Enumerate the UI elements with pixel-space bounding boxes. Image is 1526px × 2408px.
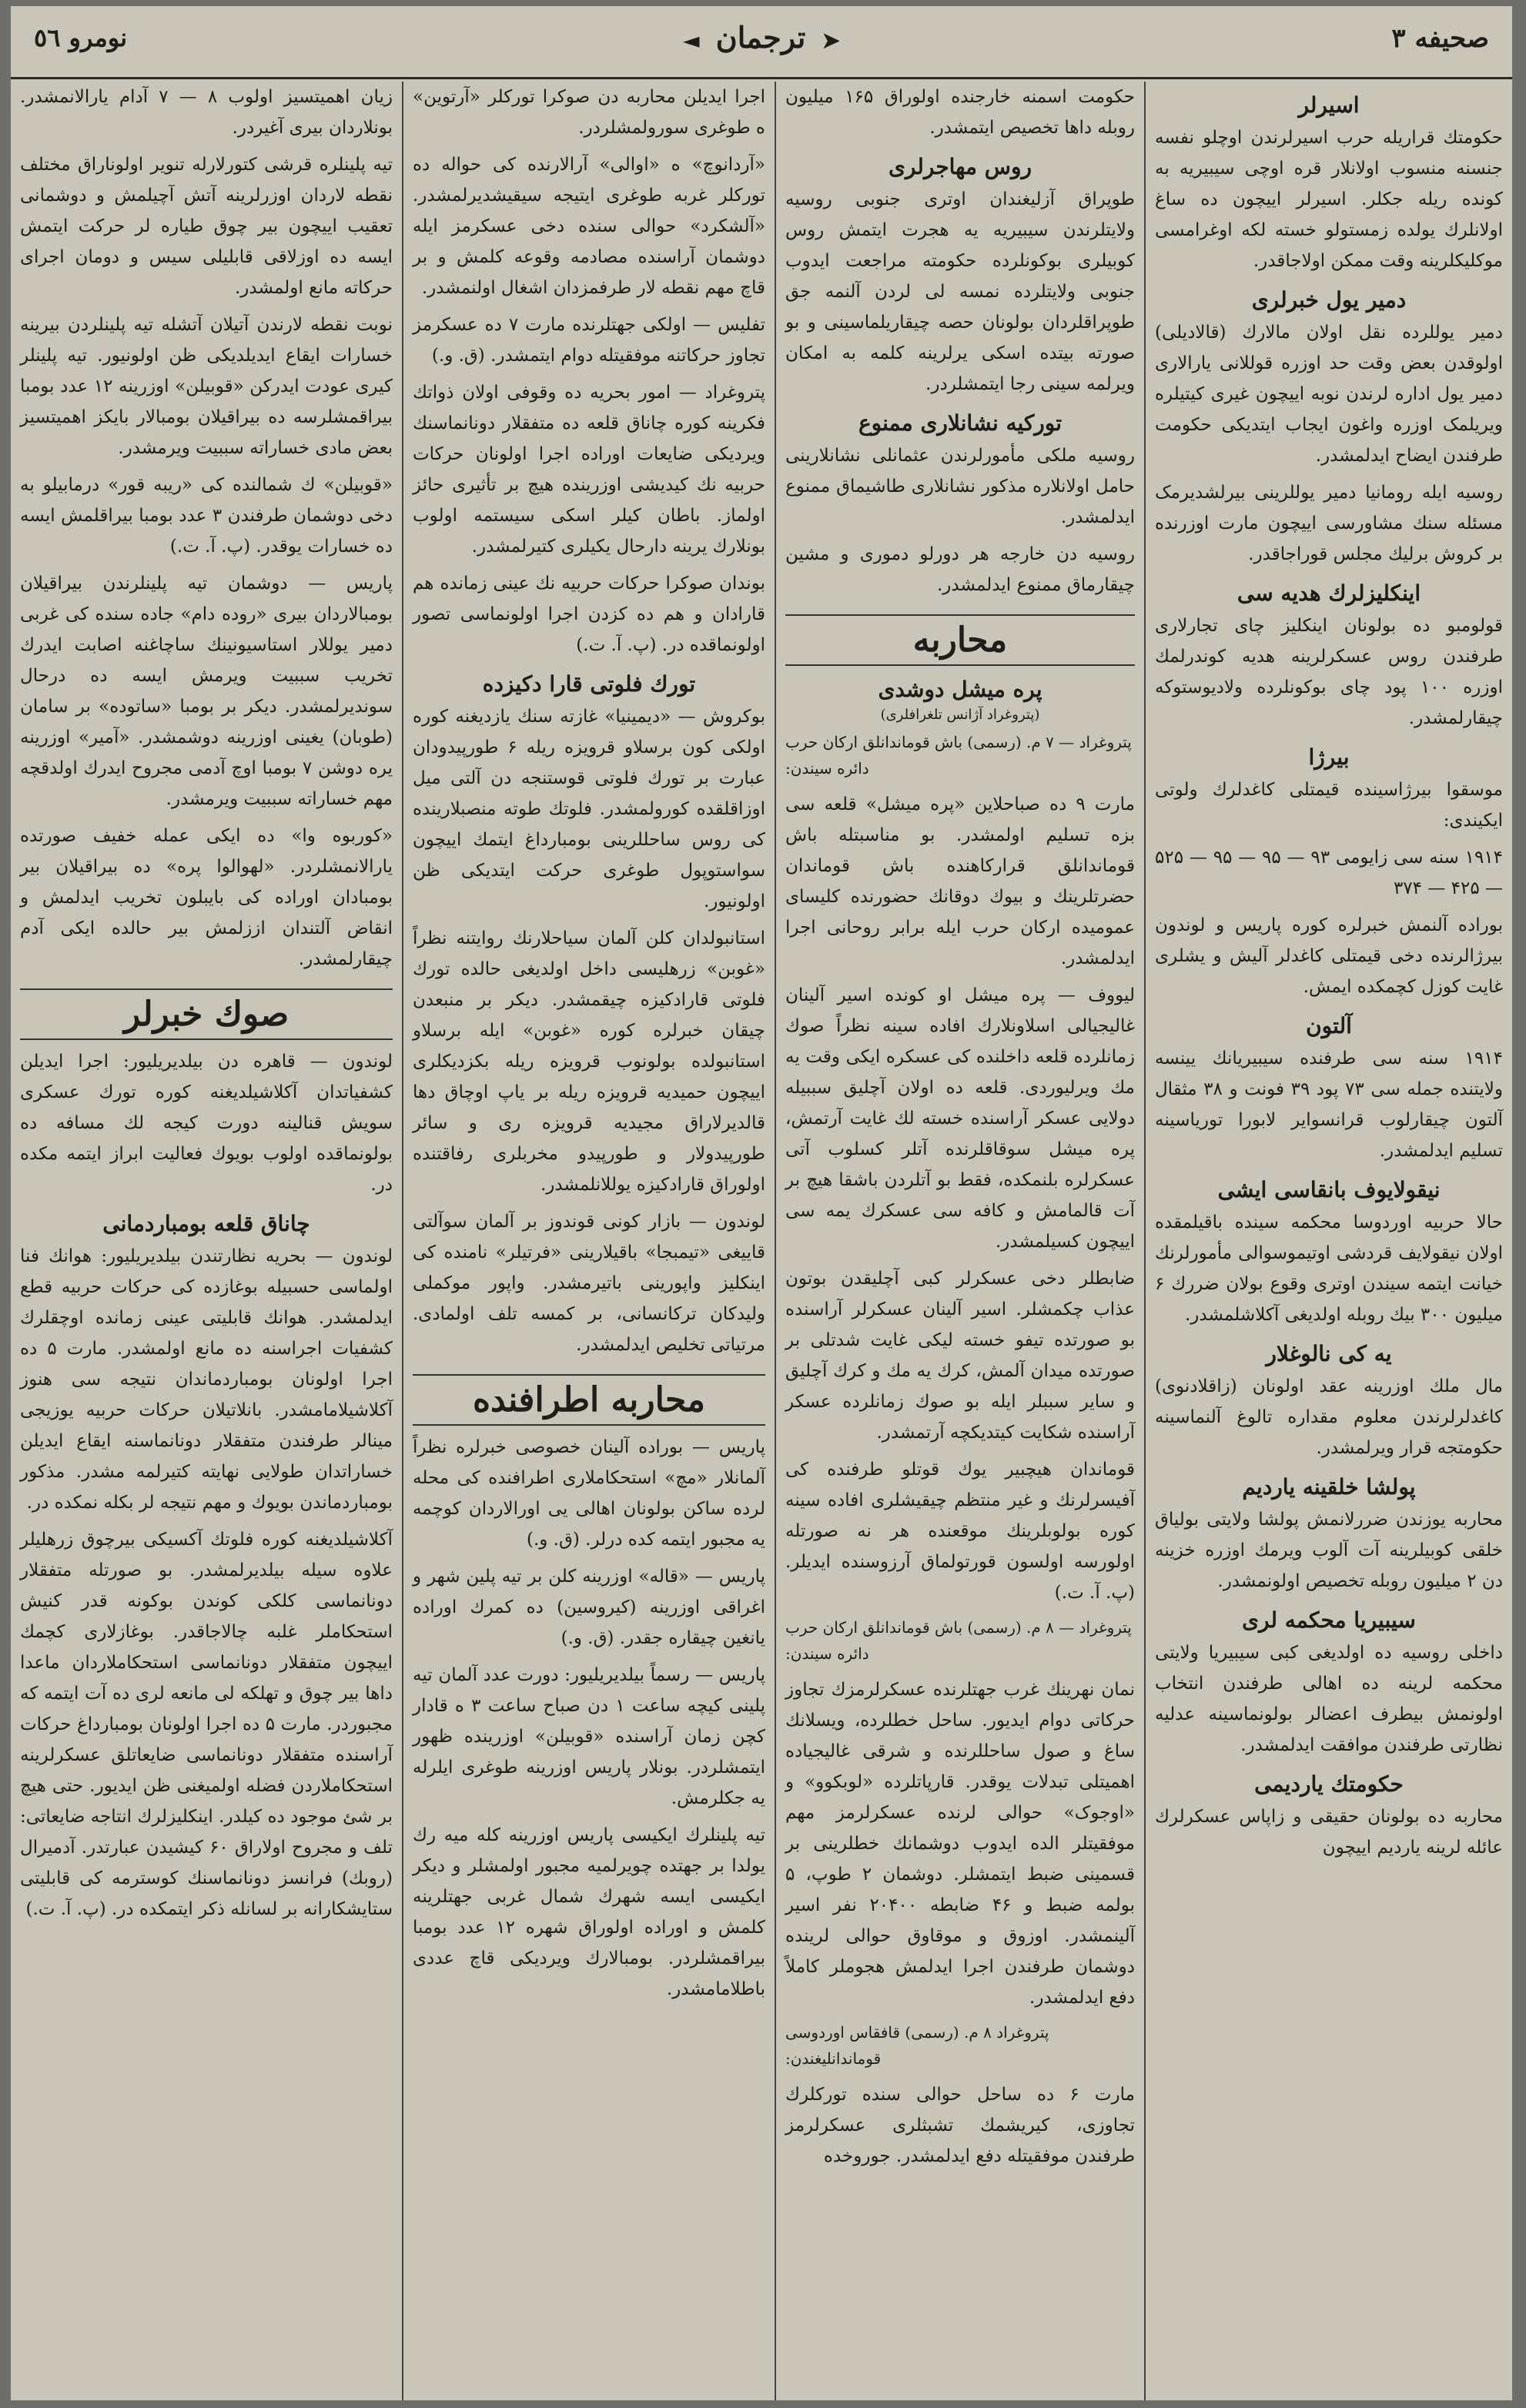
article-paragraph: آکلاشیلدیغنه کوره فلوتك آکسیکی بیرچوق زرهلیلر علاوه سیله بیلدیرلمشدر. بو صورتله متفقلار دونانماسی کلکی کوندن بوکونه قدر کنیش استحکاملر غلبه چالاجاقدر. بوغازلاری کچمك اییچون متفقلار دونانماسی استحکاملاردان ماعدا داها بیر چوق و تهلکه لی مانعه لری ده آت ایتمه که مجبوردر. مارت ۵ ده اجرا اولونان بومبارداغ حرکات آراسنده متفقلار دونانماسی ضایعاتلق عسکرلرینه استحکاملاردن فضله اولمیغنی ظن ایدیور. حتی هیچ بر شئ موجود ده کیلدر. اینکلیزلرك انتاجه ضایعاتی: تلف و مجروح اولاراق ۶۰ کیشیدن عبارتدر. آدمیرال (روبك) فرانسز دونانماسنك کوسترمه کی قابلیتی ستایشکارانه بر لسانله ذکر ایتمکده در. (پ. آ. ت.) <box>20 1530 393 1919</box>
article-heading: یه کی نالوغلار <box>1266 1341 1392 1366</box>
newspaper-page <box>11 6 1512 2400</box>
article-paragraph: پتروغراد — امور بحریه ده وقوفی اولان ذواتك فکرینه کوره چاناق قلعه ده متفقلار دونانماسنك ویردیکی ضایعات اوراده اجرا اولونان حرکات حربیه نك کیدیشی اوزرینده هیچ بر تأثیری حائز اولماز. باطان کیلر اسکی سیستمه اولوب بونلارك یرینه دارحال یکیلری کتیرلمشدر. <box>413 383 765 557</box>
paper-name-row <box>11 20 1512 55</box>
article-paragraph: پاریس — رسماً بیلدیریلیور: دورت عدد آلمان تیه پلینی کیچه ساعت ۱ دن صباح ساعت ۳ ه قادار کچن زمان آراسنده «قوبیلن» اوزرینده ظهور ایتمشلردر. بونلار پاریس اوزرینه طوغری ایلرله یه جکلرمش. <box>413 1665 765 1808</box>
article-paragraph: قولومبو ده بولونان اینکلیز چای تجارلاری طرفندن روس عسکرلرینه هدیه کوندرلمك اوزره ۱۰۰ پود چای بوکونلرده ولادیوستوکه چیقارلمشدر. <box>1155 616 1503 728</box>
article-heading: اینکلیزلرك هدیه سی <box>1237 580 1421 606</box>
article-heading: اسیرلر <box>1298 92 1360 118</box>
article-heading: تورك فلوتی قارا دکیزده <box>482 671 696 697</box>
article-heading: دمیر یول خبرلری <box>1251 287 1407 313</box>
section-subtitle: (پتروغراد آژانس تلغرافلری) <box>880 707 1040 723</box>
article-heading: روس مهاجرلری <box>888 154 1032 179</box>
article-paragraph: تیه پلینلره قرشی کتورلارله تنویر اولوناراق مختلف نقطه لاردان اوزرلرینه آتش آچیلمش و دوشمانی تعقیب اییچون بیر چوق طیاره لر حرکت ایتمش ایسه ده اوزلاقی قابلیلی سیس و دومان اجرای حرکاته مانع اولمشدر. <box>20 155 393 298</box>
article-paragraph: تیه پلینلرك ایکیسی پاریس اوزرینه کله میه رك یولدا بر جهتده چویرلمیه مجبور اولمشلر و دیکر ایکیسی ایسه شهرك شمال غربی جهتلرینه کلمش و اوراده اولوراق شهره ۱۲ عدد بومبا بیراقمشلردر. بومبالارك ویردیکی قاچ عددی باطلامامشدر. <box>413 1825 765 1999</box>
article-paragraph: طوپراق آزلیغندان اوتری جنوبی روسیه ولایتلرندن سیبیریه یه هجرت ایتمش روس کوبیلری بوکونلرده حکومته مراجعت ایدوب جنوبی ولایتلرده نمسه لی لردن آلنمه جق طوپراقلردان بولونان حصه چیقاریلماسینی و بو صورته بیتده اسکی یرلرینه کلمه به امکان ویرلمه سینی رجا ایتمشلردر. <box>785 189 1135 394</box>
article-paragraph: پاریس — دوشمان تیه پلینلرندن بیراقیلان بومبالاردان بیری «روده دام» جاده سنده کی غربی دمیر یوللار استاسیونینك ساچاغنه اصابت ایدرك تخریب سببیت ویرمش ایسه ده درحال سوندیرلمشدر. دیکر بر بومبا «ساتوده» بر سامان (طوبان) یغینی اوزرینه دوشمشدر. «آمیر» اوزرینه یره دوشن ۷ بومبا اوچ آدمی مجروح ایدرك اولدقچه مهم خساراته سببیت ویرمشدر. <box>20 574 393 809</box>
article-paragraph: روسیه ایله رومانیا دمیر یوللرینی بیرلشدیرمک مسئله سنك مشاورسی اییچون مارت اوزرنده بر کروش برلیك مجلس قوراجاقدر. <box>1155 483 1503 564</box>
column-1 <box>1146 82 1512 2400</box>
article-paragraph: حکومت اسمنه خارجنده اولوراق ۱۶۵ میلیون روبله داها تخصیص ایتمشدر. <box>785 87 1135 138</box>
article-paragraph: لیووف — پره میشل او کونده اسیر آلینان غالیجیالی اسلاونلارك افاده سینه نظراً صوك زمانلرده قلعه داخلنده کی عسکره ایکی وقت یه مك ویرلیوردی. قلعه ده اولان آچلیق سببیله دولایی عسکر آراسنده خسته لك غایت آرتمش، پره میشل سوقاقلرنده آتلر کسلوب آتی عسکرلره بلنمکده، فقط بو آتلردن باشقا هیچ بر آت قالمامش و کافه سی عسکرك یمه سی اییچون کسیلمشدر. <box>785 985 1135 1252</box>
article-paragraph: زیان اهمیتسیز اولوب ۸ — ۷ آدام یارالانمشدر. بونلاردان بیری آغیردر. <box>20 87 393 138</box>
article-paragraph: روسیه دن خارجه هر دورلو دموری و مشین چیقارماق ممنوع ایدلمشدر. <box>785 544 1135 595</box>
paper-name: ترجمان <box>715 20 806 55</box>
page-label: صحیفه ۳ <box>1391 23 1489 54</box>
dateline: پتروغراد — ۸ م. (رسمی) باش قوماندانلق ارکان حرب دائره سیندن: <box>785 1618 1132 1663</box>
article-heading: تورکیه نشانلاری ممنوع <box>858 410 1063 436</box>
article-heading: نیقولایوف بانقاسی ایشی <box>1217 1177 1441 1202</box>
article-paragraph: «قوبیلن» ك شمالنده کی «ریبه قور» درمابیلو به دخی دوشمان طرفندن ۳ عدد بومبا بیراقلمش ایسه ده خسارات یوقدر. (پ. آ. ت.) <box>20 475 393 557</box>
dateline: پتروغراد — ۷ م. (رسمی) باش قوماندانلق ارکان حرب دائره سیندن: <box>785 733 1132 778</box>
article-heading: آلتون <box>1306 1013 1352 1038</box>
column-4 <box>11 82 403 2400</box>
article-heading: پولشا خلقینه یاردیم <box>1242 1474 1416 1500</box>
article-paragraph: لوندون — بازار کونی قوندوز بر آلمان سوآلتی قاییغی «تیمبجا» باقیلارینی «فرتیلر» نامنده کی اینکلیز واپورینی باتیرمشدر. واپور موکملی ولیدکان ترکانسانی، بر کمسه تلف اولمادی. مرتیاتی تخلیص ایدلمشدر. <box>413 1212 765 1355</box>
arrow-right-icon: ➤ <box>822 28 840 53</box>
article-heading: پره میشل دوشدی <box>878 677 1042 702</box>
article-paragraph: حکومتك قراریله حرب اسیرلرندن اوچلو نفسه جنسنه منسوب اولانلار قره اوچی سیبیریه به کونده ریله جکلر. اسیرلر اییچون ده ساغ اولانلرك یولده زمستولو خسته لکه اوغرامسی موکلیکلرینه وقت ممکن اولاجاقدر. <box>1155 128 1503 271</box>
article-paragraph: ۱۹۱۴ سنه سی زایومی ۹۳ — ۹۵ — ۹۵ — ۵۲۵ — ۴۲۵ — ۳۷۴ <box>1155 848 1504 898</box>
article-paragraph: مال ملك اوزرینه عقد اولونان (زاقلادنوی) کاغدلرلرندن معلوم مقداره تالوغ آلنماسینه حکومتجه قرار ویرلمشدر. <box>1155 1376 1503 1458</box>
article-paragraph: بوکروش — «دیمینیا» غازته سنك یازدیغنه کوره اولکی کون برسلاو قرویزه ریله ۶ طورپیدودان عبارت بر تورك فلوتی قوستنجه دن آلتی میل اوزاقلقده کورولمشدر. فلوتك طوته منصبلارینده کی روس ساحللرینی بومبارداغ ایتمك اییچون سواستوپول طوغری حرکت ایتدیکی ظن اولونیور. <box>413 707 765 911</box>
article-paragraph: نمان نهرینك غرب جهتلرنده عسکرلرمزك تجاوز حرکاتی دوام ایدیور. ساحل خطلرده، ویسلانك ساغ و صول ساحللرنده و شرقی غالیجیاده اهمیتلی تبدلات یوقدر. قارپاتلرده «لوبکوو» و «اوجوک» حوالی لرنده عسکرلرمز مهم موفقیتلر الده ایدوب دوشمانك خطلرینی بر قسمینی ضبط ایتمشلر. دوشمان ۲ طوپ، ۵ بولمه ضبط و ۴۶ ضابطه ۲۰۴۰۰ نفر اسیر آلینمشدر. اوزوق و موقاوق حوالی لرینده دوشمان طرفندن اجرا ایدلمش هجوملر کاملاً دفع ایدلمشدر. <box>785 1680 1136 2008</box>
article-paragraph: بوراده آلنمش خبرلره کوره پاریس و لوندون بیرژالرنده دخی قیمتلی کاغدلر آلیش و یشلری غایت کوزل کچمکده ایمش. <box>1155 915 1503 997</box>
article-heading: حکومتك یاردیمی <box>1254 1771 1404 1797</box>
article-paragraph: محاربه یوزندن ضررلانمش پولشا ولایتی بولیاق خلقی کوبیلرینه آت آلوب ویرمك اوزره خزینه دن ۲ میلیون روبله تخصیص اولونمشدر. <box>1155 1510 1503 1591</box>
article-paragraph: «آردانوچ» ه «اوالی» آرالارنده کی حواله ده تورکلر غربه طوغری ایتیجه سیقیشدیرلمشدر. «آلشکرد» حوالی سنده دخی عسکرمز ایله دوشمان آراسنده مصادمه وقوعه کلمش و بر قاچ مهم نقطه لار طرفمزدان اشغال اولنمشدر. <box>413 155 765 298</box>
article-paragraph: مارت ۹ ده صباحلاین «پره میشل» قلعه سی بزه تسلیم اولمشدر. بو مناسبتله باش قوماندانلق قرارکاهنده باش قوماندان حضرتلرینك و بیوك دوقانك حضورنده کلیسای عمومیده ارکان حرب ایله برابر روحانی اجرا ایدلمشدر. <box>785 794 1135 968</box>
article-paragraph: موسقوا بیرژاسینده قیمتلی کاغدلرك ولوتی ایکیندی: <box>1155 780 1503 831</box>
article-paragraph: قوماندان هیچبیر یوك قوتلو طرفنده کی آفیسرلرنك و غیر منتظم چیقیشلری افاده سینه کوره بولوبلرینك موقعنده هر نه صورتله اولورسه اولسون قورتولماق آرزوسنده ایدیلر. (پ. آ. ت.) <box>785 1460 1135 1603</box>
article-paragraph: نوبت نقطه لارندن آتیلان آتشله تیه پلینلردن بیرینه خسارات ایقاع ایدیلدیکی ظن اولونیور. تیه پلینلر کیری عودت ایدرکن «قوبیلن» اوزرینه ۱۲ عدد بومبا بیراقمشلرسه ده بیراقیلان بومبالار بایکز اهمیتسیز بعض مادی خساراته سببیت ویرمشدر. <box>20 315 393 458</box>
column-2 <box>776 82 1146 2400</box>
section-title: صوك خبرلر <box>20 988 393 1040</box>
article-paragraph: داخلی روسیه ده اولدیغی کبی سیبیریا ولایتی محکمه لرینه ده اهالی طرفندن انتخاب اولونمش بیطرف اعضالر بولونماسینه عدلیه نظارتی طرفندن موافقت ایدلمشدر. <box>1155 1643 1503 1755</box>
article-paragraph: دمیر یوللرده نقل اولان مالارك (قالادیلی) اولوقدن بعض وقت حد اوزره قوللانی یارالاری دمیر یول اداره لرندن نوبه اییچون غیری کیتیلره ویریلمک اوزره واغون ایجاب ایتدیکی حکومت طرفندن ایضاح ایدلمشدر. <box>1155 323 1503 466</box>
article-paragraph: تفلیس — اولکی جهتلرنده مارت ۷ ده عسکرمز تجاوز حرکاتنه موفقیتله دوام ایتمشدر. (ق. و.) <box>413 315 765 366</box>
article-paragraph: ضابطلر دخی عسکرلر کبی آچلیقدن بوتون عذاب چکمشلر. اسیر آلینان عسکرلر آراسنده بو صورتده تیفو خسته لیکی غایت شدتلی بر صورتده میدان آلمش، کرك یه مك و کرك آچلیق و سایر سببلر ایله بو صوك زمانلرده عسکر آراسنده شکایت کیتدیکچه آرتمشدر. <box>785 1269 1135 1443</box>
article-paragraph: اجرا ایدیلن محاربه دن صوکرا تورکلر «آرتوین» ه طوغری سورولمشلردر. <box>413 87 765 138</box>
article-paragraph: لوندون — بحریه نظارتندن بیلدیریلیور: هوانك فنا اولماسی حسبیله بوغازده کی حرکات حربیه قطع ایدلمشدر. هوانك قابلیتی عینی زمانده اوچقلرك کشفیات اجراسنه ده مانع اولمشدر. مارت ۵ ده اجرا اولونان بومباردماندان نتیجه سی هنوز آکلاشیلامامشدر. بانلاتیلان حرکات حربیه یوزیجی مینالر طرفندن متفقلار دونانماسنه ایقاع ایدیلن خساراتدان طولایی نهایته کتیرلمه مشدر. مذکور بومباردماندن بویوك و مهم نتیجه لر بکله نمکده در. <box>20 1246 393 1513</box>
article-heading: بیرژا <box>1308 744 1350 770</box>
article-paragraph: مارت ۶ ده ساحل حوالی سنده تورکلرك تجاوزی، کیریشمك تشبثلری عسکرلرمز طرفندن موفقیتله دفع ایدلمشدر. جوروخده <box>785 2085 1135 2166</box>
article-paragraph: «کوربوه وا» ده ایکی عمله خفیف صورتده یارالانمشلردر. «لهوالوا پره» ده بیراقیلان بیر بومبادان اوراده کی بایبلون تخریب ایدلمش و انقاض آلتندان اززلمش بیر حالده ایکی آدم چیقارلمشدر. <box>20 826 393 969</box>
article-paragraph: ۱۹۱۴ سنه سی طرفنده سیبیریانك یینسه ولایتنده جمله سی ۷۳ پود ۳۹ فونت و ۳۸ مثقال آلتون چیقارلوب قرانسوایر لابورا توریاسینه تسلیم ایدلمشدر. <box>1155 1048 1504 1161</box>
article-paragraph: پاریس — بوراده آلینان خصوصی خبرلره نظراً آلمانلار «مچ» استحکاملاری اطرافنده کی محله لرده ساکن بولونان اهالی یی اورالاردان کوچمه یه مجبور ایتمه کده درلر. (ق. و.) <box>413 1437 765 1550</box>
article-paragraph: لوندون — قاهره دن بیلدیریلیور: اجرا ایدیلن کشفیاتدان آکلاشیلدیغنه کوره تورك عسکری سویش قنالینه دورت کیجه لك مسافه ده بولونماقده اولوب بویوك فعالیت ابراز ایتمه مکده در. <box>20 1052 393 1195</box>
article-paragraph: بوندان صوکرا حرکات حربیه نك عینی زمانده هم قارادان و هم ده کزدن اجرا اولونماسی تصور اولونماقده در. (پ. آ. ت.) <box>413 574 765 655</box>
article-paragraph: استانبولدان کلن آلمان سیاحلارنك روایتنه نظراً «غوبن» زرهلیسی داخل اولدیغی حالده تورك فلوتی قارادکیزه چیقمشدر. دیکر بر منبعدن چیقان خبرلره کوره «غوبن» ایله برسلاو استانبولده بولونوب قرویزه ریله بکزدیکلری اییچون حمیدیه قرویزه ریله بر یاپ اوچاق دها قالدیرلاراق مجیدیه قرویزه ری و سائر طورپیدولار و طورپیدو مخربلری رفاقتنده اولوراق قارادکیزه یوللانلمشدر. <box>413 928 765 1195</box>
dateline: پتروغراد ۸ م. (رسمی) قافقاس اوردوسی قوماندانلیغندن: <box>785 2023 1049 2068</box>
section-title: محاربه <box>785 614 1135 666</box>
article-paragraph: حالا حربیه اوردوسا محکمه سینده باقیلمقده اولان نیقولایف قردشی اوتیموسوالی مأمورلرنك خیانت ایتمه سیندن اوتری وقوع بولان ضررك ۶ میلیون ۳۰۰ بیك روبله اولدیغی آکلاشلمشدر. <box>1155 1212 1503 1325</box>
section-title: محاربه اطرافنده <box>413 1374 765 1426</box>
masthead <box>11 6 1512 79</box>
issue-label: نومرو ٥٦ <box>34 23 128 52</box>
article-paragraph: روسیه ملکی مأمورلرندن عثمانلی نشانلارینی حامل اولانلاره مذکور نشانلاری طاشیماق ممنوع ایدلمشدر. <box>785 446 1135 527</box>
article-heading: چاناق قلعه بومباردمانی <box>102 1211 310 1236</box>
article-paragraph: پاریس — «قاله» اوزرینه کلن بر تیه پلین شهر و اغراقی اوزرینه (کیروسین) ده کمرك اوراده یانغین چیقاره جقدر. (ق. و.) <box>413 1567 765 1648</box>
columns <box>11 82 1512 2400</box>
column-3 <box>403 82 776 2400</box>
article-paragraph: محاربه ده بولونان حقیقی و زاپاس عسکرلرك عائله لرینه یاردیم اییچون <box>1155 1807 1503 1858</box>
arrow-left-icon: ◄ <box>683 28 700 53</box>
article-heading: سیبیریا محکمه لری <box>1242 1607 1416 1633</box>
